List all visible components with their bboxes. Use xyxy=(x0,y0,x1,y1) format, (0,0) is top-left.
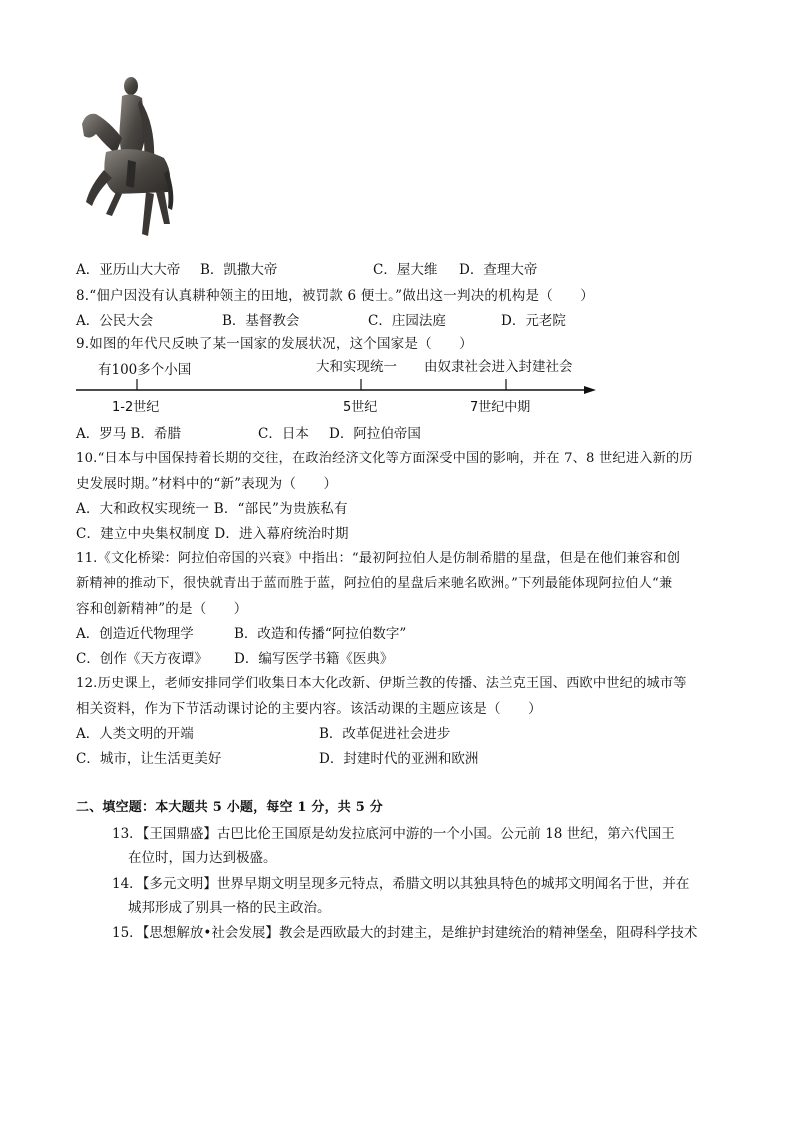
q14-line-1: 14．【多元文明】世界早期文明呈现多元特点，希腊文明以其独具特色的城邦文明闻名于世，并在 xyxy=(112,876,690,892)
equestrian-statue-image xyxy=(76,74,176,244)
q13-line-1: 13．【王国鼎盛】古巴比伦王国原是幼发拉底河中游的一个小国。公元前 18 世纪，第六代国王 xyxy=(112,826,675,842)
q8-option-a: A．公民大会 xyxy=(76,313,154,329)
timeline-tick-3: 7世纪中期 xyxy=(470,400,531,415)
timeline-tick-2: 5世纪 xyxy=(343,400,378,415)
q10-options-cd: C．建立中央集权制度 D．进入幕府统治时期 xyxy=(76,526,349,542)
q11-stem-line-3: 容和创新精神”的是（ ） xyxy=(76,601,248,617)
q9-option-c: C．日本 xyxy=(258,426,309,442)
q7-option-d: D．查理大帝 xyxy=(459,262,538,278)
q7-option-b: B．凯撒大帝 xyxy=(200,262,278,278)
timeline-event-1: 有100多个小国 xyxy=(98,362,192,378)
q9-stem: 9.如图的年代尺反映了某一国家的发展状况，这个国家是（ ） xyxy=(76,336,473,352)
timeline-event-3: 由奴隶社会进入封建社会 xyxy=(424,359,573,375)
q11-stem-line-1: 11.《文化桥梁：阿拉伯帝国的兴衰》中指出：“最初阿拉伯人是仿制希腊的星盘，但是在他们兼容和创 xyxy=(76,551,681,566)
q8-option-c: C．庄园法庭 xyxy=(368,313,446,329)
q7-option-c: C．屋大维 xyxy=(373,262,438,278)
section-2-title: 二、填空题：本大题共 5 小题，每空 1 分，共 5 分 xyxy=(76,800,383,815)
q8-stem: 8.“佃户因没有认真耕种领主的田地，被罚款 6 便士。”做出这一判决的机构是（ ） xyxy=(76,288,595,304)
q12-option-b: B．改革促进社会进步 xyxy=(319,726,451,742)
q10-options-ab: A．大和政权实现统一 B．“部民”为贵族私有 xyxy=(76,501,348,517)
q12-stem-line-2: 相关资料，作为下节活动课讨论的主要内容。该活动课的主题应该是（ ） xyxy=(76,701,542,717)
q12-option-d: D．封建时代的亚洲和欧洲 xyxy=(319,751,479,767)
q11-option-c: C．创作《天方夜谭》 xyxy=(76,651,208,667)
q13-line-2: 在位时，国力达到极盛。 xyxy=(128,850,277,866)
q14-line-2: 城邦形成了别具一格的民主政治。 xyxy=(128,900,331,916)
timeline-event-2: 大和实现统一 xyxy=(316,359,397,375)
q9-option-d: D．阿拉伯帝国 xyxy=(329,426,421,442)
q11-option-b: B．改造和传播“阿拉伯数字” xyxy=(234,626,407,642)
q8-option-d: D．元老院 xyxy=(501,313,566,329)
q11-stem-line-2: 新精神的推动下，很快就青出于蓝而胜于蓝，阿拉伯的星盘后来驰名欧洲。”下列最能体现阿拉伯人“兼 xyxy=(76,576,673,591)
q8-option-b: B．基督教会 xyxy=(222,313,300,329)
q15-line-1: 15．【思想解放•社会发展】教会是西欧最大的封建主，是维护封建统治的精神堡垒，阻碍科学技术 xyxy=(112,925,698,941)
q12-stem-line-1: 12.历史课上，老师安排同学们收集日本大化改新、伊斯兰教的传播、法兰克王国、西欧中世纪的城市等 xyxy=(76,676,687,691)
q9-option-ab: A．罗马 B．希腊 xyxy=(76,426,181,442)
timeline-tick-1: 1-2世纪 xyxy=(112,400,160,415)
q11-option-a: A．创造近代物理学 xyxy=(76,626,194,642)
q12-option-c: C．城市，让生活更美好 xyxy=(76,751,222,767)
q10-stem-line-1: 10.“日本与中国保持着长期的交往，在政治经济文化等方面深受中国的影响，并在 7、8 世纪进入新的历 xyxy=(76,451,693,466)
q10-stem-line-2: 史发展时期。”材料中的“新”表现为（ ） xyxy=(76,476,338,492)
q7-option-a: A．亚历山大大帝 xyxy=(76,262,181,278)
timeline-figure xyxy=(76,355,606,415)
q11-option-d: D．编写医学书籍《医典》 xyxy=(234,651,394,667)
q12-option-a: A．人类文明的开端 xyxy=(76,726,194,742)
